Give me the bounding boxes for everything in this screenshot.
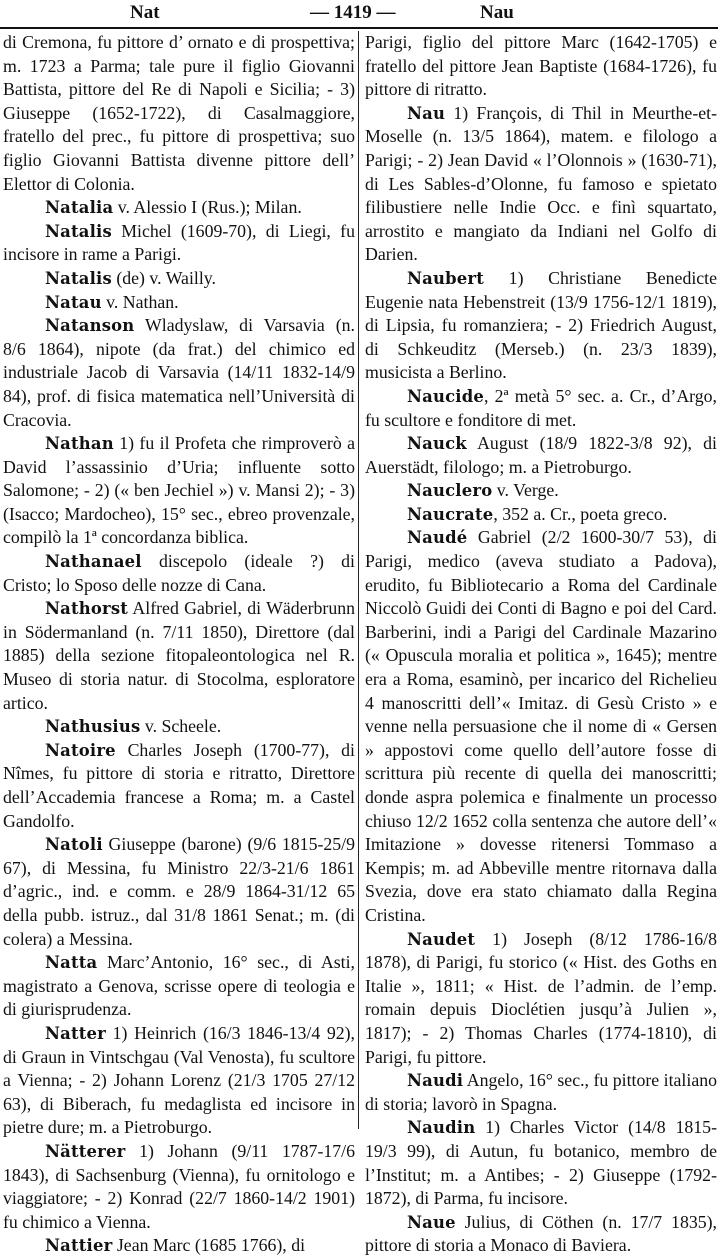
entry-headword: Natalia: [45, 198, 114, 218]
dictionary-entry: [3, 833, 355, 951]
header-right-word: Nau: [480, 2, 514, 23]
entry-headword: Natoli: [45, 835, 103, 855]
entry-headword: Naudi: [407, 1071, 464, 1091]
page-number: — 1419 —: [310, 2, 396, 23]
entry-text: v. Alessio I (Rus.); Milan.: [113, 197, 302, 218]
dictionary-entry: [3, 1140, 355, 1234]
dictionary-entry: [3, 220, 355, 267]
entry-text: discepolo (ideale ?) di Cristo; lo Sposo delle nozze di Cana.: [3, 551, 355, 595]
entry-headword: Nattier: [45, 1236, 113, 1256]
dictionary-entry: [3, 314, 355, 432]
dictionary-entry: [365, 102, 717, 267]
dictionary-entry: [3, 196, 355, 220]
dictionary-entry: [3, 1234, 355, 1258]
entry-text: August (18/9 1822-3/8 92), di Auerstädt, filologo; m. a Pietroburgo.: [365, 433, 717, 477]
dictionary-entry: [365, 1069, 717, 1116]
entry-text: Julius, di Cöthen (n. 17/7 1835), pittore di storia a Monaco di Baviera.: [365, 1211, 717, 1256]
right-column: [365, 31, 717, 1258]
entry-headword: Nauck: [407, 434, 467, 454]
entry-text: , 352 a. Cr., poeta greco.: [493, 503, 668, 524]
dictionary-entry: [3, 597, 355, 715]
entry-headword: Natau: [45, 292, 102, 312]
entry-text: v. Verge.: [492, 480, 559, 501]
entry-text: Charles Joseph (1700-77), di Nîmes, fu pittore di storia e ritratto, Direttore dell’Accademia francese a Roma; m. a Castel Gandolfo.: [3, 739, 355, 831]
entry-headword: Nau: [407, 103, 446, 123]
dictionary-entry: [3, 550, 355, 597]
entry-text: 1) Johann (9/11 1787-17/6 1843), di Sachsenburg (Vienna), fu ornitologo e viaggiatore; - 2) Konrad (22/7 1860-14/2 1901) fu chimico a Vienna.: [3, 1140, 355, 1232]
dictionary-entry: [3, 291, 355, 315]
entry-headword: Natoire: [45, 740, 116, 760]
page-header: [0, 0, 718, 26]
entry-headword: Natter: [45, 1023, 107, 1043]
entry-text: , 2ª metà 5° sec. a. Cr., d’Argo, fu scultore e fonditore di met.: [365, 385, 717, 430]
header-left-word: Nat: [130, 2, 160, 23]
entry-text: Alfred Gabriel, di Wäderbrunn in Södermanland (n. 7/11 1850), Direttore (dal 1885) della sezione fitopaleontologica nel R. Museo di storia natur. di Stocolma, esploratore artico.: [3, 598, 355, 713]
dictionary-entry: [365, 1211, 717, 1258]
column-divider: [358, 31, 359, 1129]
entry-text: 1) Charles Victor (14/8 1815-19/3 99), di Autun, fu botanico, membro de l’Institut; m. a Antibes; - 2) Giuseppe (1792-1872), di Parma, fu incisore.: [365, 1117, 717, 1209]
entry-headword: Naucide: [407, 386, 485, 406]
entry-headword: Naudin: [407, 1118, 476, 1138]
entry-text: v. Nathan.: [101, 291, 179, 312]
entry-headword: Natanson: [45, 316, 135, 336]
entry-text: Marc’Antonio, 16° sec., di Asti, magistrato a Genova, scrisse opere di teologia e di giurisprudenza.: [3, 952, 355, 1020]
dictionary-entry: [365, 385, 717, 432]
entry-text: Parigi, figlio del pittore Marc (1642-1705) e fratello del pittore Jean Baptiste (1684-1726), fu pittore di ritratto.: [365, 32, 717, 100]
entry-text: Giuseppe (barone) (9/6 1815-25/9 67), di Messina, fu Ministro 22/3-21/6 1861 d’agric., ind. e comm. e 28/9 1864-31/12 65 della pubb. istruz., dal 31/8 1861 Senat.; m. (di colera) a Messina.: [3, 834, 355, 949]
entry-headword: Naudet: [407, 929, 476, 949]
entry-text: 1) Christiane Benedicte Eugenie nata Hebenstreit (13/9 1756-12/1 1819), di Lipsia, fu romanziera; - 2) Friedrich August, di Schkeuditz (Merseb.) (n. 23/3 1839), musicista a Berlino.: [365, 267, 717, 383]
dictionary-entry: [3, 739, 355, 833]
entry-headword: Nathanael: [45, 552, 142, 572]
dictionary-entry: [3, 432, 355, 550]
entry-text: v. Scheele.: [140, 716, 222, 737]
dictionary-entry: [3, 951, 355, 1022]
entry-text: (de) v. Wailly.: [111, 267, 216, 288]
entry-headword: Natalis: [45, 221, 112, 241]
entry-headword: Nätterer: [45, 1141, 126, 1161]
entry-headword: Naue: [407, 1212, 456, 1232]
entry-headword: Natta: [45, 953, 98, 973]
dictionary-entry: [365, 526, 717, 927]
entry-headword: Nauclero: [407, 481, 493, 501]
dictionary-entry: [365, 503, 717, 527]
dictionary-entry: [365, 1116, 717, 1210]
entry-text: di Cremona, fu pittore d’ ornato e di prospettiva; m. 1723 a Parma; tale pure il figlio Giovanni Battista, pittore del Re di Napoli e Sicilia; - 3) Giuseppe (1652-1722), di Casalmaggiore, fratello del prec., fu pittore di prospettiva; suo figlio Giovanni Battista divenne pittore dell’ Elettor di Colonia.: [3, 32, 355, 194]
entry-headword: Naudé: [407, 528, 468, 548]
left-column: [3, 31, 355, 1258]
entry-text: Gabriel (2/2 1600-30/7 53), di Parigi, medico (aveva studiato a Padova), erudito, fu Bibliotecario a Roma del Cardinale Niccolò Guidi dei Conti di Bagno e poi del Card. Barberini, indi a Parigi del Cardinale Mazarino (« Opuscula moralia et politica », 1645); mentre era a Roma, esaminò, per incarico del Richelieu 4 manoscritti dell’« Imitaz. di Gesù Cristo » e venne nella persuasione che il nome di « Gersen » appostovi come quello dell’autore fosse di scrittura più recente di quella dei manoscritti; donde aspra polemica e finalmente un processo chiuso 12/2 1652 colla sentenza che autore dell’« Imitazione » dovesse ritenersi Tommaso a Kempis; m. ad Abbeville mentre ritornava dalla Svezia, dove era stato chiamato dalla Regina Cristina.: [365, 527, 717, 925]
entry-text: Angelo, 16° sec., fu pittore italiano di storia; lavorò in Spagna.: [365, 1070, 717, 1114]
entry-headword: Naucrate: [407, 504, 494, 524]
dictionary-entry: [365, 432, 717, 479]
entry-text: Jean Marc (1685 1766), di: [112, 1235, 306, 1256]
dictionary-entry: [3, 31, 355, 196]
entry-headword: Naubert: [407, 268, 485, 288]
entry-headword: Nathorst: [45, 599, 129, 619]
entry-text: Wladyslaw, di Varsavia (n. 8/6 1864), nipote (da frat.) del chimico ed industriale Jacob di Varsavia (14/11 1832-14/9 84), prof. di fisica matematica nell’Università di Cracovia.: [3, 315, 355, 430]
dictionary-entry: [365, 928, 717, 1070]
dictionary-entry: [3, 267, 355, 291]
dictionary-entry: [365, 267, 717, 385]
dictionary-entry: [3, 1022, 355, 1140]
header-rule: [0, 27, 718, 29]
dictionary-entry: [365, 479, 717, 503]
entry-text: 1) Joseph (8/12 1786-16/8 1878), di Parigi, fu storico (« Hist. des Goths en Italie », 1811; « Hist. de l’admin. de l’emp. romain depuis Dioclétien jusqu’à Julien », 1817); - 2) Thomas Charles (1774-1810), di Parigi, fu pittore.: [365, 928, 717, 1067]
dictionary-entry: [365, 31, 717, 102]
entry-headword: Nathan: [45, 434, 114, 454]
entry-text: 1) fu il Profeta che rimproverò a David l’assassinio d’Uria; influente sotto Salomone; - 2) (« ben Jechiel ») v. Mansi 2); - 3) (Isacco; Mardocheo), 15° sec., ebreo provenzale, compilò la 1ª concordanza biblica.: [3, 433, 355, 548]
entry-text: 1) Heinrich (16/3 1846-13/4 92), di Graun in Vintschgau (Val Venosta), fu scultore a Vienna; - 2) Johann Lorenz (21/3 1705 27/12 63), di Biberach, fu medaglista ed incisore in pietre dure; m. a Pietroburgo.: [3, 1022, 355, 1138]
entry-text: 1) François, di Thil in Meurthe-et-Moselle (n. 13/5 1864), matem. e filologo a Parigi; - 2) Jean David « l’Olonnois » (1630-71), di Les Sables-d’Olonne, fu famoso e spietato filibustiere nelle Indie Occ. e finì squartato, arrostito e mangiato da Indiani nel Golfo di Darien.: [365, 102, 717, 265]
dictionary-entry: [3, 715, 355, 739]
entry-text: Michel (1609-70), di Liegi, fu incisore in rame a Parigi.: [3, 220, 355, 265]
entry-headword: Natalis: [45, 268, 112, 288]
entry-headword: Nathusius: [45, 717, 141, 737]
